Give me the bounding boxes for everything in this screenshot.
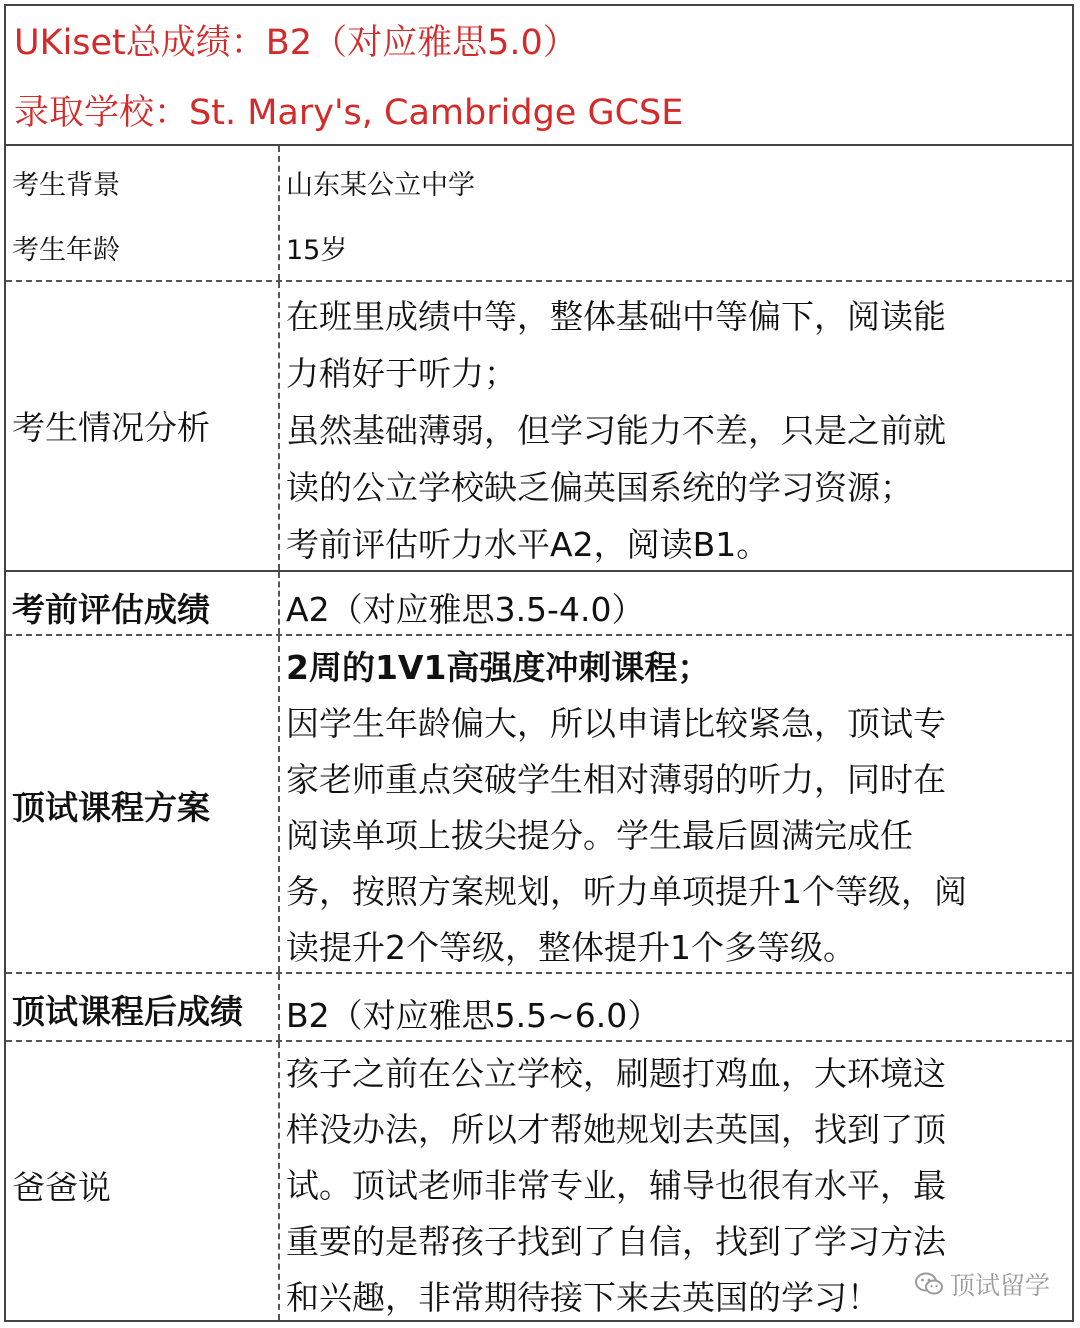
plan-line: 读提升2个等级，整体提升1个多等级。 <box>286 928 856 967</box>
analysis-label: 考生情况分析 <box>12 408 210 447</box>
pre-score-label: 考前评估成绩 <box>12 590 210 629</box>
plan-text <box>286 640 1058 976</box>
plan-line: 务，按照方案规划，听力单项提升1个等级，阅 <box>286 872 967 911</box>
analysis-line: 力稍好于听力； <box>286 354 517 393</box>
ukiset-score-title: UKiset总成绩：B2（对应雅思5.0） <box>14 23 578 63</box>
pre-score-row <box>6 570 1072 634</box>
background-value: 山东某公立中学 <box>286 170 475 201</box>
dad-label: 爸爸说 <box>12 1168 111 1207</box>
dad-line: 样没办法，所以才帮她规划去英国，找到了顶 <box>286 1110 946 1149</box>
column-divider <box>278 572 280 634</box>
basic-info-row <box>6 146 1072 280</box>
column-divider <box>278 974 280 1040</box>
analysis-line: 考前评估听力水平A2，阅读B1。 <box>286 525 770 564</box>
plan-line: 因学生年龄偏大，所以申请比较紧急，顶试专 <box>286 704 946 743</box>
post-score-value: B2（对应雅思5.5~6.0） <box>286 996 661 1035</box>
dad-line: 孩子之前在公立学校，刷题打鸡血，大环境这 <box>286 1054 946 1093</box>
dad-row-content <box>4 1186 1074 1322</box>
plan-line: 家老师重点突破学生相对薄弱的听力，同时在 <box>286 760 946 799</box>
column-divider <box>278 146 280 280</box>
admitted-school-title: 录取学校：St. Mary's, Cambridge GCSE <box>14 93 684 133</box>
analysis-line: 读的公立学校缺乏偏英国系统的学习资源； <box>286 468 913 507</box>
analysis-line: 虽然基础薄弱，但学习能力不差，只是之前就 <box>286 411 946 450</box>
pre-score-value: A2（对应雅思3.5-4.0） <box>286 590 645 629</box>
plan-row <box>6 634 1072 972</box>
header-box <box>4 4 1074 146</box>
plan-line: 2周的1V1高强度冲刺课程； <box>286 648 711 687</box>
analysis-text <box>286 288 1058 573</box>
plan-label: 顶试课程方案 <box>12 788 210 827</box>
info-table <box>4 146 1074 1322</box>
plan-line: 阅读单项上拔尖提分。学生最后圆满完成任 <box>286 816 913 855</box>
analysis-row <box>6 280 1072 570</box>
age-label: 考生年龄 <box>12 235 120 266</box>
background-label: 考生背景 <box>12 170 120 201</box>
analysis-line: 在班里成绩中等，整体基础中等偏下，阅读能 <box>286 297 946 336</box>
age-value: 15岁 <box>286 235 348 266</box>
post-score-row <box>6 972 1072 1040</box>
column-divider <box>278 636 280 972</box>
dad-line: 试。顶试老师非常专业，辅导也很有水平，最 <box>286 1166 946 1205</box>
post-score-label: 顶试课程后成绩 <box>12 992 243 1031</box>
dad-line: 重要的是帮孩子找到了自信，找到了学习方法 <box>286 1222 946 1261</box>
column-divider <box>278 282 280 570</box>
watermark-text: 顶试留学 <box>949 1271 1050 1300</box>
dad-line: 和兴趣，非常期待接下来去英国的学习！ <box>286 1278 880 1317</box>
